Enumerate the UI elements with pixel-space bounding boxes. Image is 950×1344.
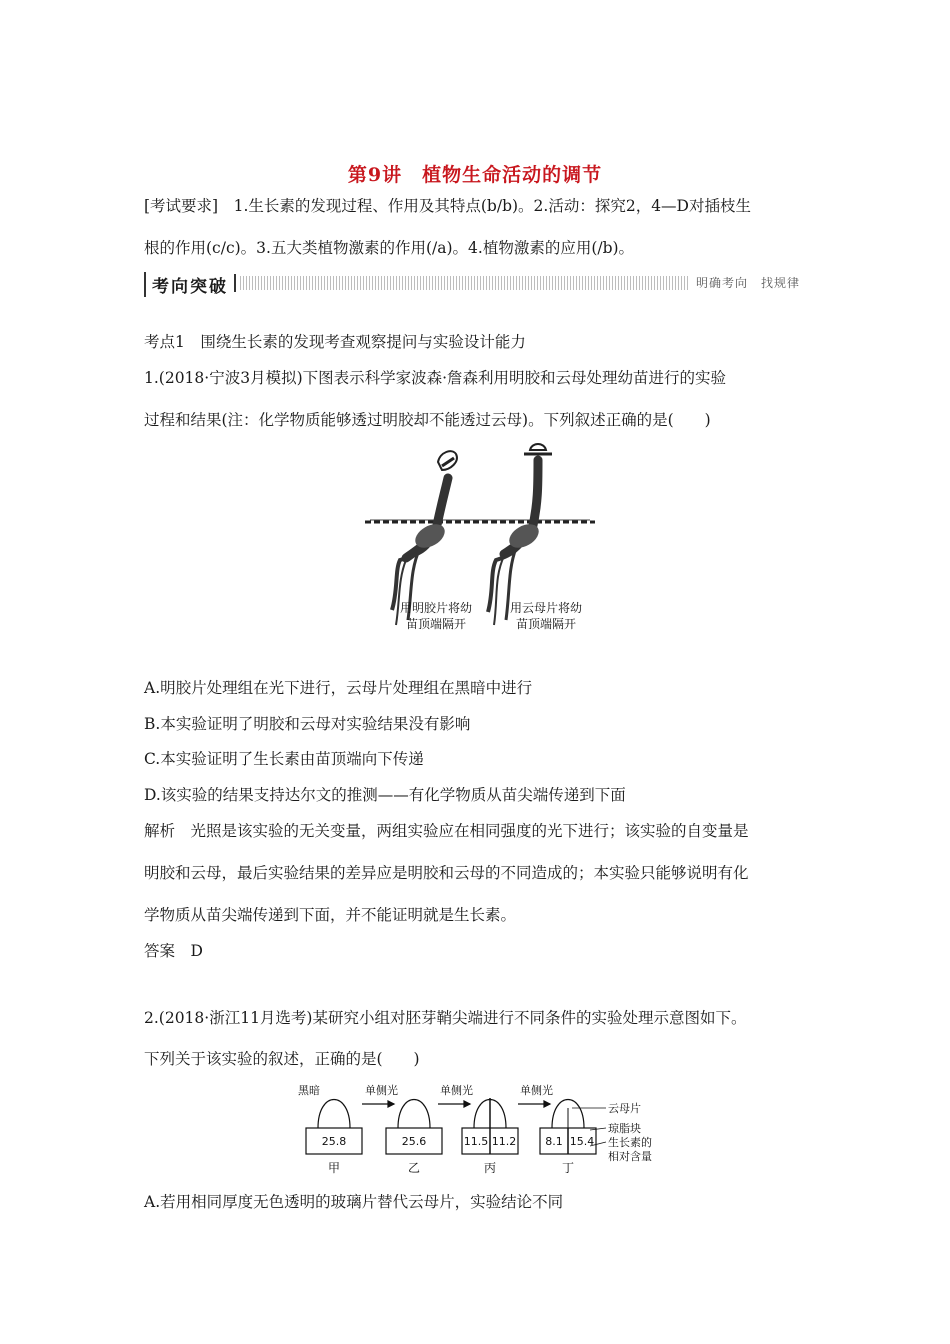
q1-analysis-line-3: 学物质从苗尖端传递到下面，并不能证明就是生长素。 bbox=[144, 906, 517, 924]
left-caption-2: 苗顶端隔开 bbox=[406, 617, 467, 631]
mica-seedling bbox=[488, 444, 552, 625]
condition-yi: 单侧光 bbox=[365, 1084, 398, 1097]
q1-option-b: B.本实验证明了明胶和云母对实验结果没有影响 bbox=[144, 715, 471, 733]
value-bing-right: 11.2 bbox=[491, 1135, 517, 1148]
q1-option-a: A.明胶片处理组在光下进行，云母片处理组在黑暗中进行 bbox=[144, 679, 533, 697]
label-auxin-1: 生长素的 bbox=[608, 1136, 652, 1149]
exam-requirements-line-1: [考试要求] 1.生长素的发现过程、作用及其特点(b/b)。2.活动：探究2，4—D对插枝生 bbox=[144, 197, 751, 215]
q1-analysis-line-1: 解析 光照是该实验的无关变量，两组实验应在相同强度的光下进行；该实验的自变量是 bbox=[144, 822, 749, 840]
value-yi: 25.6 bbox=[401, 1135, 427, 1148]
group-label-ding: 丁 bbox=[561, 1161, 575, 1175]
q1-analysis-line-2: 明胶和云母，最后实验结果的差异应是明胶和云母的不同造成的；本实验只能够说明有化 bbox=[144, 864, 749, 882]
value-ding-right: 15.4 bbox=[569, 1135, 595, 1148]
section-band bbox=[144, 270, 812, 296]
section-band-label: 考向突破 bbox=[144, 272, 228, 297]
page-title: 第9讲 植物生命活动的调节 bbox=[347, 164, 603, 186]
q2-stem-line-2: 下列关于该实验的叙述，正确的是( ) bbox=[144, 1050, 420, 1068]
q1-seedling-figure bbox=[360, 440, 600, 640]
condition-ding: 单侧光 bbox=[520, 1084, 553, 1097]
right-caption-1: 用云母片将幼 bbox=[510, 601, 583, 615]
gelatin-seedling bbox=[392, 451, 457, 625]
value-bing-left: 11.5 bbox=[463, 1135, 489, 1148]
q1-option-d: D.该实验的结果支持达尔文的推测——有化学物质从苗尖端传递到下面 bbox=[144, 786, 626, 804]
q1-answer: 答案 D bbox=[144, 942, 203, 960]
label-mica: 云母片 bbox=[608, 1102, 641, 1115]
section-band-right-text: 明确考向 找规律 bbox=[690, 274, 806, 291]
q1-option-c: C.本实验证明了生长素由苗顶端向下传递 bbox=[144, 750, 424, 768]
exam-requirements-line-2: 根的作用(c/c)。3.五大类植物激素的作用(/a)。4.植物激素的应用(/b)。 bbox=[144, 239, 635, 257]
q1-stem-line-1: 1.(2018·宁波3月模拟)下图表示科学家波森·詹森利用明胶和云母处理幼苗进行的实验 bbox=[144, 369, 727, 387]
group-label-yi: 乙 bbox=[407, 1161, 421, 1175]
q2-option-a: A.若用相同厚度无色透明的玻璃片替代云母片，实验结论不同 bbox=[144, 1193, 564, 1211]
value-jia: 25.8 bbox=[321, 1135, 347, 1148]
group-label-bing: 丙 bbox=[483, 1161, 497, 1175]
value-ding-left: 8.1 bbox=[545, 1135, 563, 1148]
kaodian-heading: 考点1 围绕生长素的发现考查观察提问与实验设计能力 bbox=[144, 333, 526, 351]
condition-bing: 单侧光 bbox=[440, 1084, 473, 1097]
left-caption-1: 用明胶片将幼 bbox=[400, 601, 473, 615]
label-auxin-2: 相对含量 bbox=[608, 1150, 652, 1163]
q1-stem-line-2: 过程和结果(注：化学物质能够透过明胶却不能透过云母)。下列叙述正确的是( ) bbox=[144, 411, 711, 429]
group-label-jia: 甲 bbox=[327, 1161, 341, 1175]
q2-coleoptile-figure bbox=[290, 1080, 670, 1180]
label-agar: 琼脂块 bbox=[608, 1122, 641, 1135]
q2-stem-line-1: 2.(2018·浙江11月选考)某研究小组对胚芽鞘尖端进行不同条件的实验处理示意图如下。 bbox=[144, 1009, 747, 1027]
condition-jia: 黑暗 bbox=[298, 1084, 320, 1097]
right-caption-2: 苗顶端隔开 bbox=[516, 617, 577, 631]
